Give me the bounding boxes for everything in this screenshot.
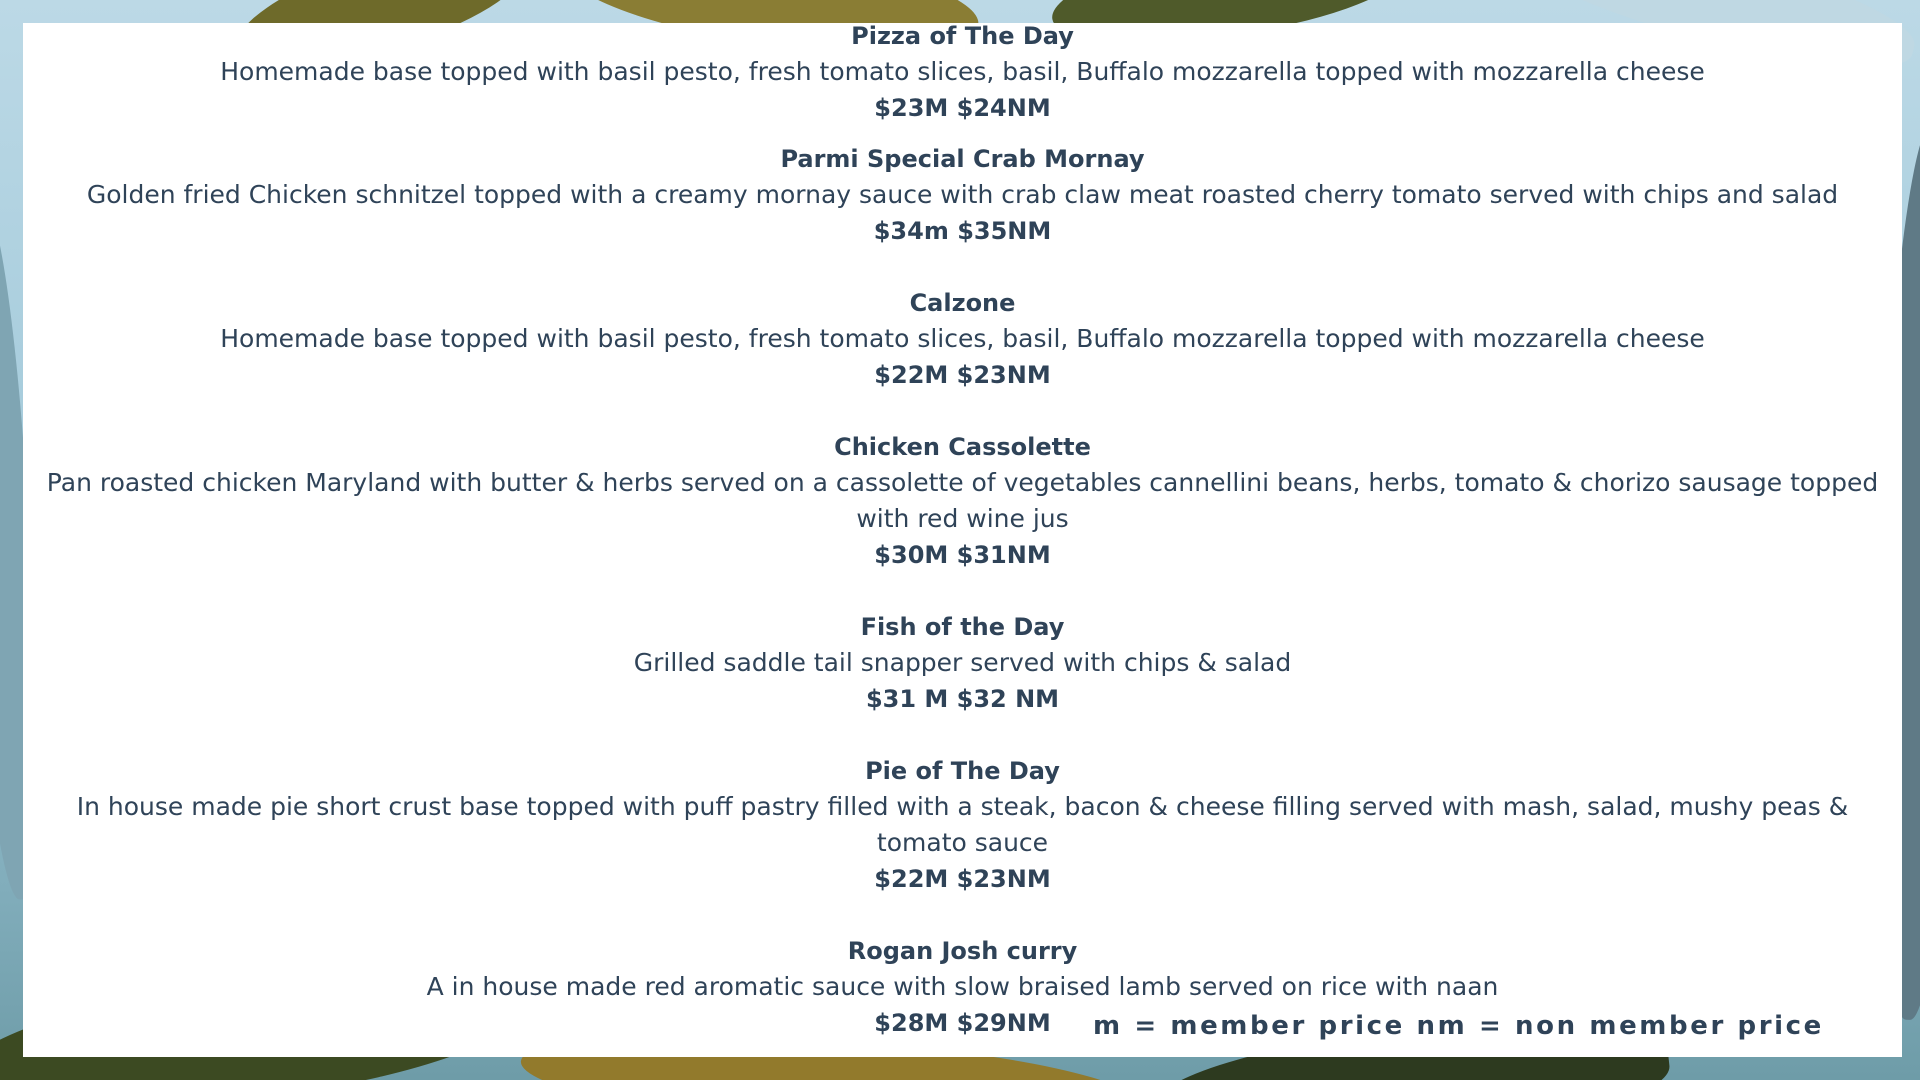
item-price: $31 M $32 NM xyxy=(865,685,1060,713)
item-description: In house made pie short crust base topped with puff pastry filled with a steak, bacon & cheese filling served with mash, salad, mushy peas & tomato sauce xyxy=(76,792,1849,857)
item-description: Grilled saddle tail snapper served with chips & salad xyxy=(633,648,1292,677)
item-price: $34m $35NM xyxy=(873,217,1052,245)
item-price: $22M $23NM xyxy=(874,361,1051,389)
item-description: Homemade base topped with basil pesto, fresh tomato slices, basil, Buffalo mozzarella topped with mozzarella cheese xyxy=(220,57,1705,86)
item-name: Parmi Special Crab Mornay xyxy=(780,145,1145,173)
item-price: $22M $23NM xyxy=(874,865,1051,893)
menu-item-pizza-of-the-day xyxy=(23,18,1902,126)
item-price: $28M $29NM xyxy=(874,1009,1051,1037)
menu-panel xyxy=(23,23,1902,1057)
menu-item-fish-of-the-day xyxy=(23,609,1902,717)
item-name: Pizza of The Day xyxy=(851,22,1074,50)
menu-item-chicken-cassolette xyxy=(23,429,1902,573)
menu-item-pie-of-the-day xyxy=(23,753,1902,897)
item-description: Pan roasted chicken Maryland with butter & herbs served on a cassolette of vegetables cannellini beans, herbs, tomato & chorizo sausage topped with red wine jus xyxy=(46,468,1879,533)
item-price: $23M $24NM xyxy=(874,94,1051,122)
item-name: Chicken Cassolette xyxy=(834,433,1091,461)
item-description: A in house made red aromatic sauce with slow braised lamb served on rice with naan xyxy=(426,972,1499,1001)
menu-item-parmi-special-crab-mornay xyxy=(23,141,1902,249)
price-legend: m = member price nm = non member price xyxy=(1093,1011,1824,1041)
item-price: $30M $31NM xyxy=(874,541,1051,569)
item-description: Homemade base topped with basil pesto, fresh tomato slices, basil, Buffalo mozzarella topped with mozzarella cheese xyxy=(220,324,1705,353)
item-name: Rogan Josh curry xyxy=(847,937,1078,965)
item-name: Pie of The Day xyxy=(865,757,1060,785)
item-description: Golden fried Chicken schnitzel topped with a creamy mornay sauce with crab claw meat roasted cherry tomato served with chips and salad xyxy=(86,180,1839,209)
item-name: Calzone xyxy=(909,289,1016,317)
menu-item-calzone xyxy=(23,285,1902,393)
menu-list xyxy=(23,23,1902,1041)
item-name: Fish of the Day xyxy=(860,613,1065,641)
